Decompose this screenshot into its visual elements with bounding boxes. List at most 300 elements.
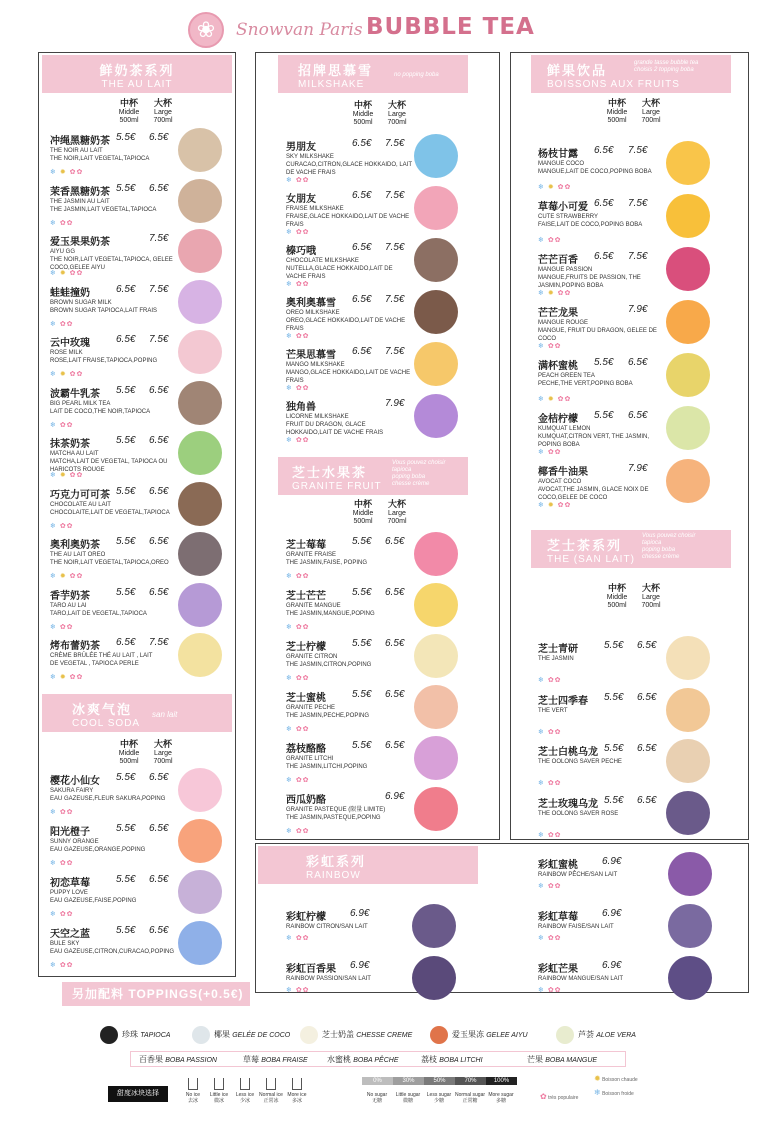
- cold-icon: ❄: [538, 237, 548, 244]
- topping-zh: 椰果: [214, 1030, 230, 1039]
- menu-item[interactable]: [538, 194, 738, 244]
- milkshake-title-zh: 招牌思慕雪: [298, 64, 374, 79]
- item-description: [538, 758, 664, 766]
- drink-photo: [178, 532, 222, 576]
- boba-item: [327, 1052, 399, 1068]
- popular-icon: ✿✿: [69, 674, 84, 681]
- item-desc-line: BIG PEARL MILK TEA: [50, 400, 111, 407]
- item-price-middle: 6.5€: [116, 334, 136, 345]
- cold-icon: ❄: [50, 860, 60, 867]
- item-desc-line: AVOCAT,THE JASMIN, GLACE NOIX DE COCO,GELEE DE COCO: [538, 487, 649, 501]
- sugar-fr: No sugar: [366, 1092, 388, 1098]
- item-price-middle: 5.5€: [594, 410, 614, 421]
- drink-photo: [666, 406, 710, 450]
- au-lait-banner: [42, 55, 232, 93]
- item-desc-line: EAU GAZEUSE,FLEUR SAKURA,POPING: [50, 796, 166, 802]
- menu-item[interactable]: [538, 300, 738, 350]
- sugar-option: [424, 1092, 454, 1104]
- item-marks: [538, 501, 571, 509]
- menu-item[interactable]: [286, 736, 486, 786]
- item-price-middle: 5.5€: [604, 743, 624, 754]
- fruits-title-fr: BOISSONS AUX FRUITS: [547, 79, 680, 90]
- size-middle: Middle: [118, 109, 140, 116]
- item-desc-line: MANGUE ROUGE: [538, 320, 589, 326]
- milkshake-note: no popping boba: [394, 72, 439, 78]
- item-description: [50, 602, 176, 618]
- menu-item[interactable]: [286, 290, 486, 340]
- granite-note-3: poping boba: [392, 474, 426, 480]
- sugar-fr: Less sugar: [426, 1092, 452, 1098]
- item-price-middle: 6.5€: [352, 190, 372, 201]
- granite-title-zh: 芝士水果茶: [292, 466, 368, 481]
- ice-option: [232, 1078, 258, 1104]
- size-middle: Middle: [352, 510, 374, 517]
- item-desc-line: THE JASMIN AU LAIT: [50, 198, 110, 205]
- drink-photo: [412, 904, 456, 948]
- item-marks: [50, 572, 83, 580]
- item-marks: [50, 421, 74, 429]
- ice-option: [284, 1078, 310, 1104]
- item-desc-line: MANGO,GLACE HOKKAIDO,LAIT DE VACHE FRAIS: [286, 370, 411, 384]
- size-middle-zh: 中杯: [607, 583, 626, 593]
- ice-option: [258, 1078, 284, 1104]
- item-desc-line: LICORNE MILKSHAKE: [286, 414, 349, 420]
- item-marks: [538, 448, 562, 456]
- item-marks: [50, 808, 74, 816]
- item-marks: [538, 831, 562, 839]
- item-description: [538, 478, 664, 502]
- popular-icon: ✿✿: [295, 229, 310, 236]
- cup-icon: [214, 1078, 224, 1090]
- drink-photo: [414, 532, 458, 576]
- popular-icon: ✿✿: [295, 777, 310, 784]
- menu-item[interactable]: [538, 688, 738, 738]
- menu-item[interactable]: [286, 186, 486, 236]
- menu-item[interactable]: [286, 238, 486, 288]
- sugar-zh: 无糖: [371, 1098, 382, 1104]
- menu-item[interactable]: [538, 852, 738, 902]
- item-price-large: 6.5€: [149, 874, 169, 885]
- item-price-large: 6.5€: [149, 132, 169, 143]
- menu-item[interactable]: [50, 229, 230, 279]
- item-desc-line: ROSE,LAIT FRAISE,TAPIOCA,POPING: [50, 358, 158, 364]
- granite-note-2: tapioca: [392, 467, 412, 473]
- item-name: 西瓜奶酪: [286, 795, 326, 806]
- item-desc-line: THE JASMIN,MANGUE,POPING: [286, 611, 375, 617]
- item-description: [50, 551, 176, 567]
- san-lait-note-3: poping boba: [642, 547, 676, 553]
- item-price-large: 6.5€: [628, 410, 648, 421]
- cold-icon: ❄: [538, 780, 548, 787]
- item-description: RAINBOW FAISE/SAN LAIT: [538, 924, 614, 930]
- item-description: [286, 153, 412, 177]
- item-marks: [50, 623, 74, 631]
- menu-item[interactable]: [50, 482, 230, 532]
- topping-swatch: [556, 1026, 574, 1044]
- item-price-middle: 5.5€: [116, 182, 136, 194]
- drink-photo: [414, 787, 458, 831]
- size-large: Large: [642, 594, 660, 601]
- item-description: RAINBOW PÊCHE/SAN LAIT: [538, 872, 618, 878]
- menu-item[interactable]: [538, 904, 738, 954]
- item-desc-line: THE VERT: [538, 707, 568, 714]
- menu-item[interactable]: [286, 956, 486, 1006]
- popular-icon: ✿✿: [557, 290, 572, 297]
- item-desc-line: LAIT DE COCO,THE NOIR,TAPIOCA: [50, 408, 151, 415]
- menu-item[interactable]: [286, 685, 486, 735]
- cold-icon: ❄: [538, 184, 548, 191]
- item-name: 荔枝酪酪: [286, 744, 326, 755]
- cold-icon: ❄: [50, 911, 60, 918]
- menu-item[interactable]: [286, 583, 486, 633]
- item-name: 男朋友: [286, 142, 316, 153]
- sugar-option: [393, 1092, 423, 1104]
- item-name: 草莓小可爱: [538, 202, 588, 213]
- cold-icon: ❄: [50, 674, 60, 681]
- cold-icon: ❄: [286, 573, 296, 580]
- drink-photo: [178, 229, 222, 273]
- topping-swatch: [192, 1026, 210, 1044]
- item-name: 女朋友: [286, 194, 316, 205]
- item-name: 彩虹蜜桃: [538, 860, 578, 871]
- popular-icon: ✿✿: [295, 573, 310, 580]
- item-name: 杨枝甘露: [538, 149, 578, 160]
- toppings-title-zh: 另加配料: [72, 987, 125, 1001]
- milkshake-banner: [278, 55, 468, 93]
- item-price-large: 7.5€: [385, 346, 405, 357]
- drink-photo: [178, 768, 222, 812]
- item-description: [50, 652, 176, 668]
- sugar-option: [362, 1092, 392, 1104]
- item-price-middle: 5.5€: [352, 689, 372, 700]
- item-marks: [286, 776, 310, 784]
- item-price-middle: 5.5€: [116, 435, 136, 446]
- item-price-middle: 5.5€: [116, 874, 136, 885]
- size-middle-zh: 中杯: [353, 100, 372, 110]
- drink-photo: [178, 633, 222, 677]
- item-marks: [286, 176, 310, 184]
- cup-icon: [188, 1078, 198, 1090]
- popular-icon: ✿✿: [69, 371, 84, 378]
- drink-photo: [666, 459, 710, 503]
- item-name: 初恋草莓: [50, 878, 90, 889]
- popular-icon: ✿✿: [59, 421, 74, 429]
- topping-fr: ALOE VERA: [596, 1032, 636, 1039]
- menu-item[interactable]: [50, 532, 230, 582]
- drink-photo: [178, 870, 222, 914]
- cold-icon: ❄: [286, 675, 296, 682]
- size-large-zh: 大杯: [153, 98, 172, 108]
- menu-item[interactable]: [286, 342, 486, 392]
- topping-item: [192, 1024, 290, 1046]
- boba-fr: BOBA PÊCHE: [353, 1057, 399, 1064]
- drink-photo: [666, 688, 710, 732]
- boba-fr: BOBA LITCHI: [439, 1057, 483, 1064]
- granite-title-fr: GRANITE FRUIT: [292, 481, 382, 492]
- topping-item: [300, 1024, 412, 1046]
- hot-icon: ✹: [547, 290, 558, 297]
- item-desc-line: SUNNY ORANGE: [50, 839, 99, 845]
- item-description: [286, 361, 412, 385]
- cold-icon: ❄: [538, 831, 548, 839]
- sugar-level: 0%: [362, 1077, 393, 1085]
- item-desc-line: CUTE STRAWBERRY: [538, 214, 599, 220]
- item-name: 彩虹芒果: [538, 964, 578, 975]
- item-price-large: 7.5€: [385, 242, 405, 253]
- menu-item[interactable]: [538, 956, 738, 1006]
- item-desc-line: EAU GAZEUSE,FAISE,POPING: [50, 898, 137, 904]
- item-description: [286, 257, 412, 281]
- item-price: 6.9€: [602, 960, 622, 971]
- popular-icon: ✿✿: [59, 219, 74, 227]
- toppings-banner: [62, 982, 250, 1006]
- drink-photo: [414, 394, 458, 438]
- item-price: 6.9€: [602, 856, 622, 867]
- hot-icon: ✹: [59, 674, 70, 681]
- popular-icon: ✿✿: [547, 677, 562, 684]
- item-price-middle: 6.5€: [116, 637, 136, 648]
- item-name: 彩虹百香果: [286, 964, 336, 975]
- ice-zh: 少冰: [239, 1098, 250, 1104]
- cold-icon: ❄: [286, 385, 296, 392]
- menu-item[interactable]: [50, 280, 230, 330]
- item-price-middle: 6.5€: [594, 145, 614, 156]
- drink-photo: [666, 194, 710, 238]
- menu-item[interactable]: [50, 870, 230, 920]
- hot-key: ✹ Boisson chaude: [594, 1074, 638, 1083]
- drink-photo: [414, 736, 458, 780]
- size-large: Large: [642, 109, 660, 116]
- sugar-zh: 微糖: [402, 1098, 413, 1104]
- ice-zh: 多冰: [291, 1098, 302, 1104]
- item-description: [50, 501, 176, 517]
- item-description: RAINBOW CITRON/SAN LAIT: [286, 924, 368, 930]
- item-price-middle: 5.5€: [604, 640, 624, 651]
- item-desc-line: MANGUE,LAIT DE COCO,POPING BOBA: [538, 169, 652, 175]
- item-description: [50, 787, 176, 803]
- popular-icon: ✿✿: [557, 502, 572, 509]
- fruits-note: [634, 60, 698, 74]
- size-large-zh: 大杯: [641, 98, 660, 108]
- menu-item[interactable]: [538, 791, 738, 841]
- menu-item[interactable]: [538, 459, 738, 509]
- item-price-large: 6.5€: [637, 691, 657, 703]
- item-marks: [538, 236, 562, 244]
- size-large-zh: 大杯: [387, 100, 406, 110]
- menu-item[interactable]: [286, 904, 486, 954]
- menu-item[interactable]: [538, 247, 738, 297]
- soda-title-fr: COOL SODA: [72, 718, 141, 729]
- rainbow-title-fr: RAINBOW: [306, 870, 361, 881]
- menu-item[interactable]: [286, 394, 486, 444]
- item-description: [50, 147, 176, 163]
- menu-item[interactable]: [286, 634, 486, 684]
- item-desc-line: THE AU LAIT OREO: [50, 552, 106, 558]
- item-price-large: 7.5€: [149, 334, 169, 345]
- drink-photo: [668, 852, 712, 896]
- size-large-ml: 700ml: [641, 602, 661, 609]
- item-marks: [50, 219, 74, 227]
- san-lait-note: [642, 533, 695, 561]
- boba-fr: BOBA FRAISE: [261, 1057, 308, 1064]
- item-desc-line: OREO MILKSHAKE: [286, 310, 340, 316]
- menu-item[interactable]: [286, 134, 486, 184]
- rainbow-title-zh: 彩虹系列: [306, 855, 367, 870]
- menu-item[interactable]: [538, 636, 738, 686]
- menu-item[interactable]: [286, 532, 486, 582]
- boba-fr: BOBA MANGUE: [545, 1057, 598, 1064]
- item-marks: [538, 676, 562, 684]
- item-price-large: 7.9€: [628, 463, 648, 474]
- menu-item[interactable]: [50, 583, 230, 633]
- item-marks: [286, 384, 310, 392]
- sugar-fr: More sugar: [488, 1092, 514, 1098]
- hot-icon: ✹: [59, 270, 70, 277]
- item-price-middle: 5.5€: [594, 357, 614, 368]
- item-description: [286, 806, 412, 822]
- item-name: 芝士蜜桃: [286, 693, 326, 704]
- item-marks: [538, 728, 562, 736]
- menu-item[interactable]: [50, 381, 230, 431]
- cold-icon: ❄: [538, 677, 548, 684]
- item-name: 芝士柠檬: [286, 642, 326, 653]
- cold-icon: ❄: [50, 320, 60, 328]
- item-description: RAINBOW MANGUE/SAN LAIT: [538, 976, 624, 982]
- sugar-bar: [362, 1077, 517, 1085]
- popular-icon: ✿✿: [59, 809, 74, 816]
- popular-icon: ✿✿: [295, 177, 310, 184]
- topping-swatch: [430, 1026, 448, 1044]
- popular-icon: ✿✿: [295, 935, 310, 942]
- sugar-level: 50%: [424, 1077, 455, 1085]
- popular-icon: ✿✿: [295, 987, 310, 994]
- item-desc-line: FRUIT DU DRAGON, GLACE HOKKAIDO,LAIT DE VACHE FRAIS: [286, 422, 384, 436]
- item-name: 芝士白桃乌龙: [538, 747, 598, 758]
- drink-photo: [668, 956, 712, 1000]
- menu-item[interactable]: [50, 819, 230, 869]
- item-desc-line: GRANITE PECHE: [286, 705, 336, 711]
- size-middle-ml: 500ml: [607, 602, 627, 609]
- item-price: 6.9€: [350, 960, 370, 971]
- topping-fr: CHESSE CREME: [356, 1032, 413, 1039]
- menu-item[interactable]: [50, 633, 230, 683]
- item-description: [538, 266, 664, 290]
- drink-photo: [414, 238, 458, 282]
- item-desc-line: THE JASMIN,LAIT VEGETAL,TAPIOCA: [50, 206, 157, 213]
- menu-item[interactable]: [538, 353, 738, 403]
- item-price-large: 6.5€: [149, 772, 169, 783]
- cold-icon: ❄: [538, 935, 548, 942]
- item-desc-line: BROWN SUGAR TAPIOCA,LAIT FRAIS: [50, 307, 158, 314]
- item-description: [538, 372, 664, 388]
- size-middle: Middle: [352, 111, 374, 118]
- menu-item[interactable]: [50, 768, 230, 818]
- item-marks: [50, 168, 83, 176]
- cold-icon: ❄: [538, 449, 548, 456]
- menu-item[interactable]: [50, 179, 230, 229]
- hot-icon: ✹: [547, 184, 558, 191]
- popular-icon: ✿✿: [295, 828, 310, 835]
- item-name: 奥利奥慕雪: [286, 298, 336, 309]
- size-large-ml: 700ml: [153, 117, 173, 124]
- item-marks: [538, 183, 571, 191]
- menu-item[interactable]: [50, 330, 230, 380]
- item-price-large: 7.5€: [149, 637, 169, 648]
- popular-icon: ✿✿: [295, 726, 310, 733]
- item-price-middle: 5.5€: [352, 638, 372, 649]
- item-price-large: 6.9€: [385, 791, 405, 802]
- cold-icon: ❄: [286, 777, 296, 784]
- popular-icon: ✿✿: [59, 860, 74, 867]
- item-marks: [50, 320, 74, 328]
- toppings-row: [100, 1024, 700, 1046]
- item-desc-line: EAU GAZEUSE,CITRON,CURACAO,POPING: [50, 949, 175, 955]
- cold-icon: ❄: [538, 290, 548, 297]
- menu-item[interactable]: [50, 431, 230, 481]
- size-middle-ml: 500ml: [353, 119, 373, 126]
- item-description: [538, 319, 664, 343]
- popular-key: ✿ très populaire: [540, 1092, 579, 1101]
- item-desc-line: MATCHA,LAIT DE VEGETAL, TAPIOCA OU HARICOTS ROUGE: [50, 459, 168, 473]
- menu-item[interactable]: [50, 921, 230, 971]
- item-name: 波霸牛乳茶: [50, 388, 100, 400]
- sugar-fr: Little sugar: [395, 1092, 421, 1098]
- item-price-middle: 5.5€: [352, 587, 372, 598]
- san-lait-note-4: chesse crème: [642, 554, 680, 560]
- size-middle: Middle: [118, 750, 140, 757]
- item-description: [538, 213, 664, 229]
- sugar-level: 100%: [486, 1077, 517, 1085]
- granite-note-4: chesse crème: [392, 481, 430, 487]
- item-price-large: 6.5€: [385, 536, 405, 547]
- size-middle-zh: 中杯: [119, 739, 138, 749]
- item-name: 榛巧哦: [286, 246, 316, 257]
- drink-photo: [666, 247, 710, 291]
- topping-swatch: [300, 1026, 318, 1044]
- size-large-ml: 700ml: [153, 758, 173, 765]
- item-name: 茉香黑糖奶茶: [50, 186, 110, 198]
- cold-icon: ❄: [50, 623, 60, 631]
- item-desc-line: MANGUE COCO: [538, 161, 585, 167]
- menu-item[interactable]: [50, 128, 230, 178]
- item-desc-line: SAKURA FAIRY: [50, 788, 94, 794]
- size-large-ml: 700ml: [387, 119, 407, 126]
- popular-icon: ✿✿: [557, 184, 572, 191]
- header: [0, 0, 777, 50]
- cold-icon: ❄: [50, 169, 60, 176]
- item-price-large: 6.5€: [385, 740, 405, 751]
- item-marks: [286, 986, 310, 994]
- item-price-middle: 5.5€: [116, 485, 136, 497]
- menu-item[interactable]: [538, 406, 738, 456]
- item-name: 芒芒百香: [538, 255, 578, 266]
- boba-zh: 水蜜桃: [327, 1055, 351, 1064]
- menu-item[interactable]: [538, 141, 738, 191]
- menu-item[interactable]: [286, 787, 486, 837]
- drink-photo: [178, 179, 222, 223]
- item-price-large: 6.5€: [149, 925, 169, 936]
- item-description: [286, 205, 412, 229]
- item-marks: [286, 436, 310, 444]
- item-price-middle: 5.5€: [116, 132, 136, 143]
- item-marks: [50, 471, 83, 479]
- item-marks: [50, 370, 83, 378]
- cold-icon: ❄: [50, 219, 60, 227]
- cold-icon: ❄: [286, 437, 296, 444]
- menu-item[interactable]: [538, 739, 738, 789]
- item-price-large: 7.5€: [149, 233, 169, 244]
- hot-icon: ✹: [59, 472, 70, 479]
